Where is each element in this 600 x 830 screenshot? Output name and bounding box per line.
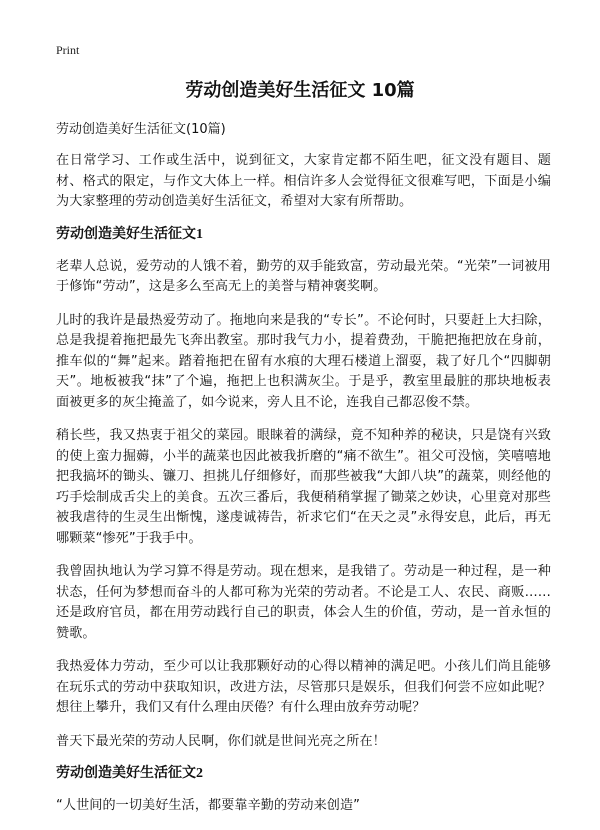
section1-paragraph: 儿时的我许是最热爱劳动了。拖地向来是我的“专长”。不论何时，只要赶上大扫除，总是我提着拖把最先飞奔出教室。那时我气力小，提着费劲，干脆把拖把放在身前，推车似的“舞”起来。踏着拖把在留有水痕的大理石楼道上溜耍，栽了好几个“四脚朝天”。地板被我“抹”了个遍，拖把上也积满灰尘。于是乎，教室里最脏的那块地板表面被更多的灰尘掩盖了，如今说来，旁人且不论，连我自己都忍俊不禁。 <box>56 312 551 410</box>
section1-paragraph: 稍长些，我又热衷于祖父的菜园。眼睐着的满绿，竟不知种养的秘诀，只是饶有兴致的使上蛮力掘薅，小半的蔬菜也因此被我折磨的“痛不欲生”。祖父可没恼，笑嘻嘻地把我搞坏的锄头、镰刀、担挑儿仔细修好，而那些被我“大卸八块”的蔬菜，则经他的巧手烩制成舌尖上的美食。五次三番后，我便稍稍掌握了锄菜之妙诀，心里竟对那些被我虐待的生灵生出惭愧，遂虔诚祷告，祈求它们“在天之灵”永得安息，此后，再无哪颗菜“惨死”于我手中。 <box>56 428 551 546</box>
section1-paragraph: 我热爱体力劳动，至少可以让我那颗好动的心得以精神的满足吧。小孩儿们尚且能够在玩乐式的劳动中获取知识，改进方法，尽管那只是娱乐，但我们何尝不应如此呢？想往上攀升，我们又有什么理由厌倦？有什么理由放弃劳动呢？ <box>56 659 551 715</box>
section-heading-2: 劳动创造美好生活征文2 <box>56 766 203 781</box>
print-link[interactable]: Print <box>56 43 80 57</box>
intro-paragraph: 在日常学习、工作或生活中，说到征文，大家肯定都不陌生吧，征文没有题目、题材、格式的限定，与作文大体上一样。相信许多人会觉得征文很难写吧，下面是小编为大家整理的劳动创造美好生活征文，希望对大家有所帮助。 <box>56 153 551 209</box>
section-heading-1: 劳动创造美好生活征文1 <box>56 226 203 242</box>
section2-paragraph: “人世间的一切美好生活，都要靠辛勤的劳动来创造” <box>56 798 361 813</box>
article-body <box>56 121 551 830</box>
section1-paragraph: 普天下最光荣的劳动人民啊，你们就是世间光亮之所在！ <box>56 733 386 749</box>
section1-paragraph: 老辈人总说，爱劳动的人饿不着，勤劳的双手能致富，劳动最光荣。“光荣”一词被用于修饰“劳动”，这是多么至高无上的美誉与精神褒奖啊。 <box>56 258 551 294</box>
article-subtitle: 劳动创造美好生活征文(10篇) <box>56 122 226 137</box>
page-title: 劳动创造美好生活征文 10篇 <box>185 80 415 101</box>
section1-paragraph: 我曾固执地认为学习算不得是劳动。现在想来，是我错了。劳动是一种过程，是一种状态，任何为梦想而奋斗的人都可称为光荣的劳动者。不论是工人、农民、商贩……还是政府官员，都在用劳动践行自己的职责，体会人生的价值，劳动，是一首永恒的赞歌。 <box>56 564 551 641</box>
